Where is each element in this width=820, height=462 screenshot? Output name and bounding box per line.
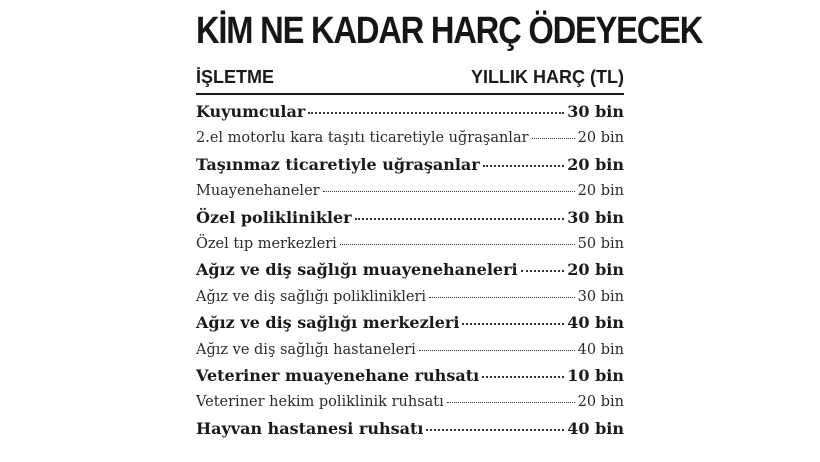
table-row — [196, 205, 624, 231]
dot-leader — [483, 165, 565, 167]
dot-leader — [355, 218, 565, 220]
fee-value: 40 bin — [567, 313, 624, 333]
business-label: Ağız ve diş sağlığı muayenehaneleri — [196, 260, 518, 280]
fee-value: 30 bin — [567, 102, 624, 121]
table-row — [196, 125, 624, 151]
dot-leader — [429, 297, 575, 298]
fee-value: 50 bin — [577, 235, 624, 252]
fee-value: 20 bin — [567, 260, 624, 280]
table-row — [196, 310, 624, 336]
business-label: Hayvan hastanesi ruhsatı — [196, 418, 424, 438]
table-header — [196, 66, 624, 95]
business-label: Ağız ve diş sağlığı poliklinikleri — [196, 288, 427, 305]
dot-leader — [323, 191, 575, 192]
table-row — [196, 416, 624, 442]
table-row — [196, 337, 624, 363]
dot-leader — [462, 323, 564, 325]
table-row — [196, 284, 624, 310]
table-row — [196, 152, 624, 178]
business-label: Muayenehaneler — [196, 183, 320, 200]
fee-value: 30 bin — [567, 207, 624, 227]
table-row — [196, 99, 624, 125]
dot-leader — [426, 429, 564, 431]
business-label: Özel poliklinikler — [196, 207, 352, 227]
table-row — [196, 231, 624, 257]
business-label: 2.el motorlu kara taşıtı ticaretiyle uğraşanlar — [196, 130, 529, 147]
fee-table — [196, 8, 703, 442]
business-label: Ağız ve diş sağlığı merkezleri — [196, 313, 460, 333]
dot-leader — [340, 244, 575, 245]
business-label: Özel tıp merkezleri — [196, 235, 337, 252]
fee-value: 30 bin — [577, 288, 624, 305]
column-header-annual-fee: YILLIK HARÇ (TL) — [471, 67, 624, 87]
table-row — [196, 257, 624, 283]
dot-leader — [521, 270, 565, 272]
column-header-business: İŞLETME — [196, 67, 275, 87]
dot-leader — [447, 402, 575, 403]
fee-value: 20 bin — [577, 183, 624, 200]
fee-value: 20 bin — [577, 394, 624, 411]
fee-value: 40 bin — [577, 341, 624, 358]
table-row — [196, 178, 624, 204]
business-label: Kuyumcular — [196, 102, 306, 121]
business-label: Veteriner hekim poliklinik ruhsatı — [196, 394, 444, 411]
dot-leader — [482, 376, 564, 378]
dot-leader — [419, 350, 575, 351]
dot-leader — [308, 112, 564, 114]
fee-value: 20 bin — [577, 130, 624, 147]
business-label: Ağız ve diş sağlığı hastaneleri — [196, 341, 416, 358]
dot-leader — [532, 138, 575, 139]
table-row — [196, 363, 624, 389]
fee-value: 40 bin — [567, 418, 624, 438]
fee-value: 10 bin — [567, 365, 624, 385]
table-title: KİM NE KADAR HARÇ ÖDEYECEK — [196, 10, 703, 52]
business-label: Taşınmaz ticaretiyle uğraşanlar — [196, 154, 480, 174]
fee-value: 20 bin — [567, 154, 624, 174]
fee-rows — [196, 99, 624, 442]
business-label: Veteriner muayenehane ruhsatı — [196, 365, 480, 385]
table-row — [196, 389, 624, 415]
